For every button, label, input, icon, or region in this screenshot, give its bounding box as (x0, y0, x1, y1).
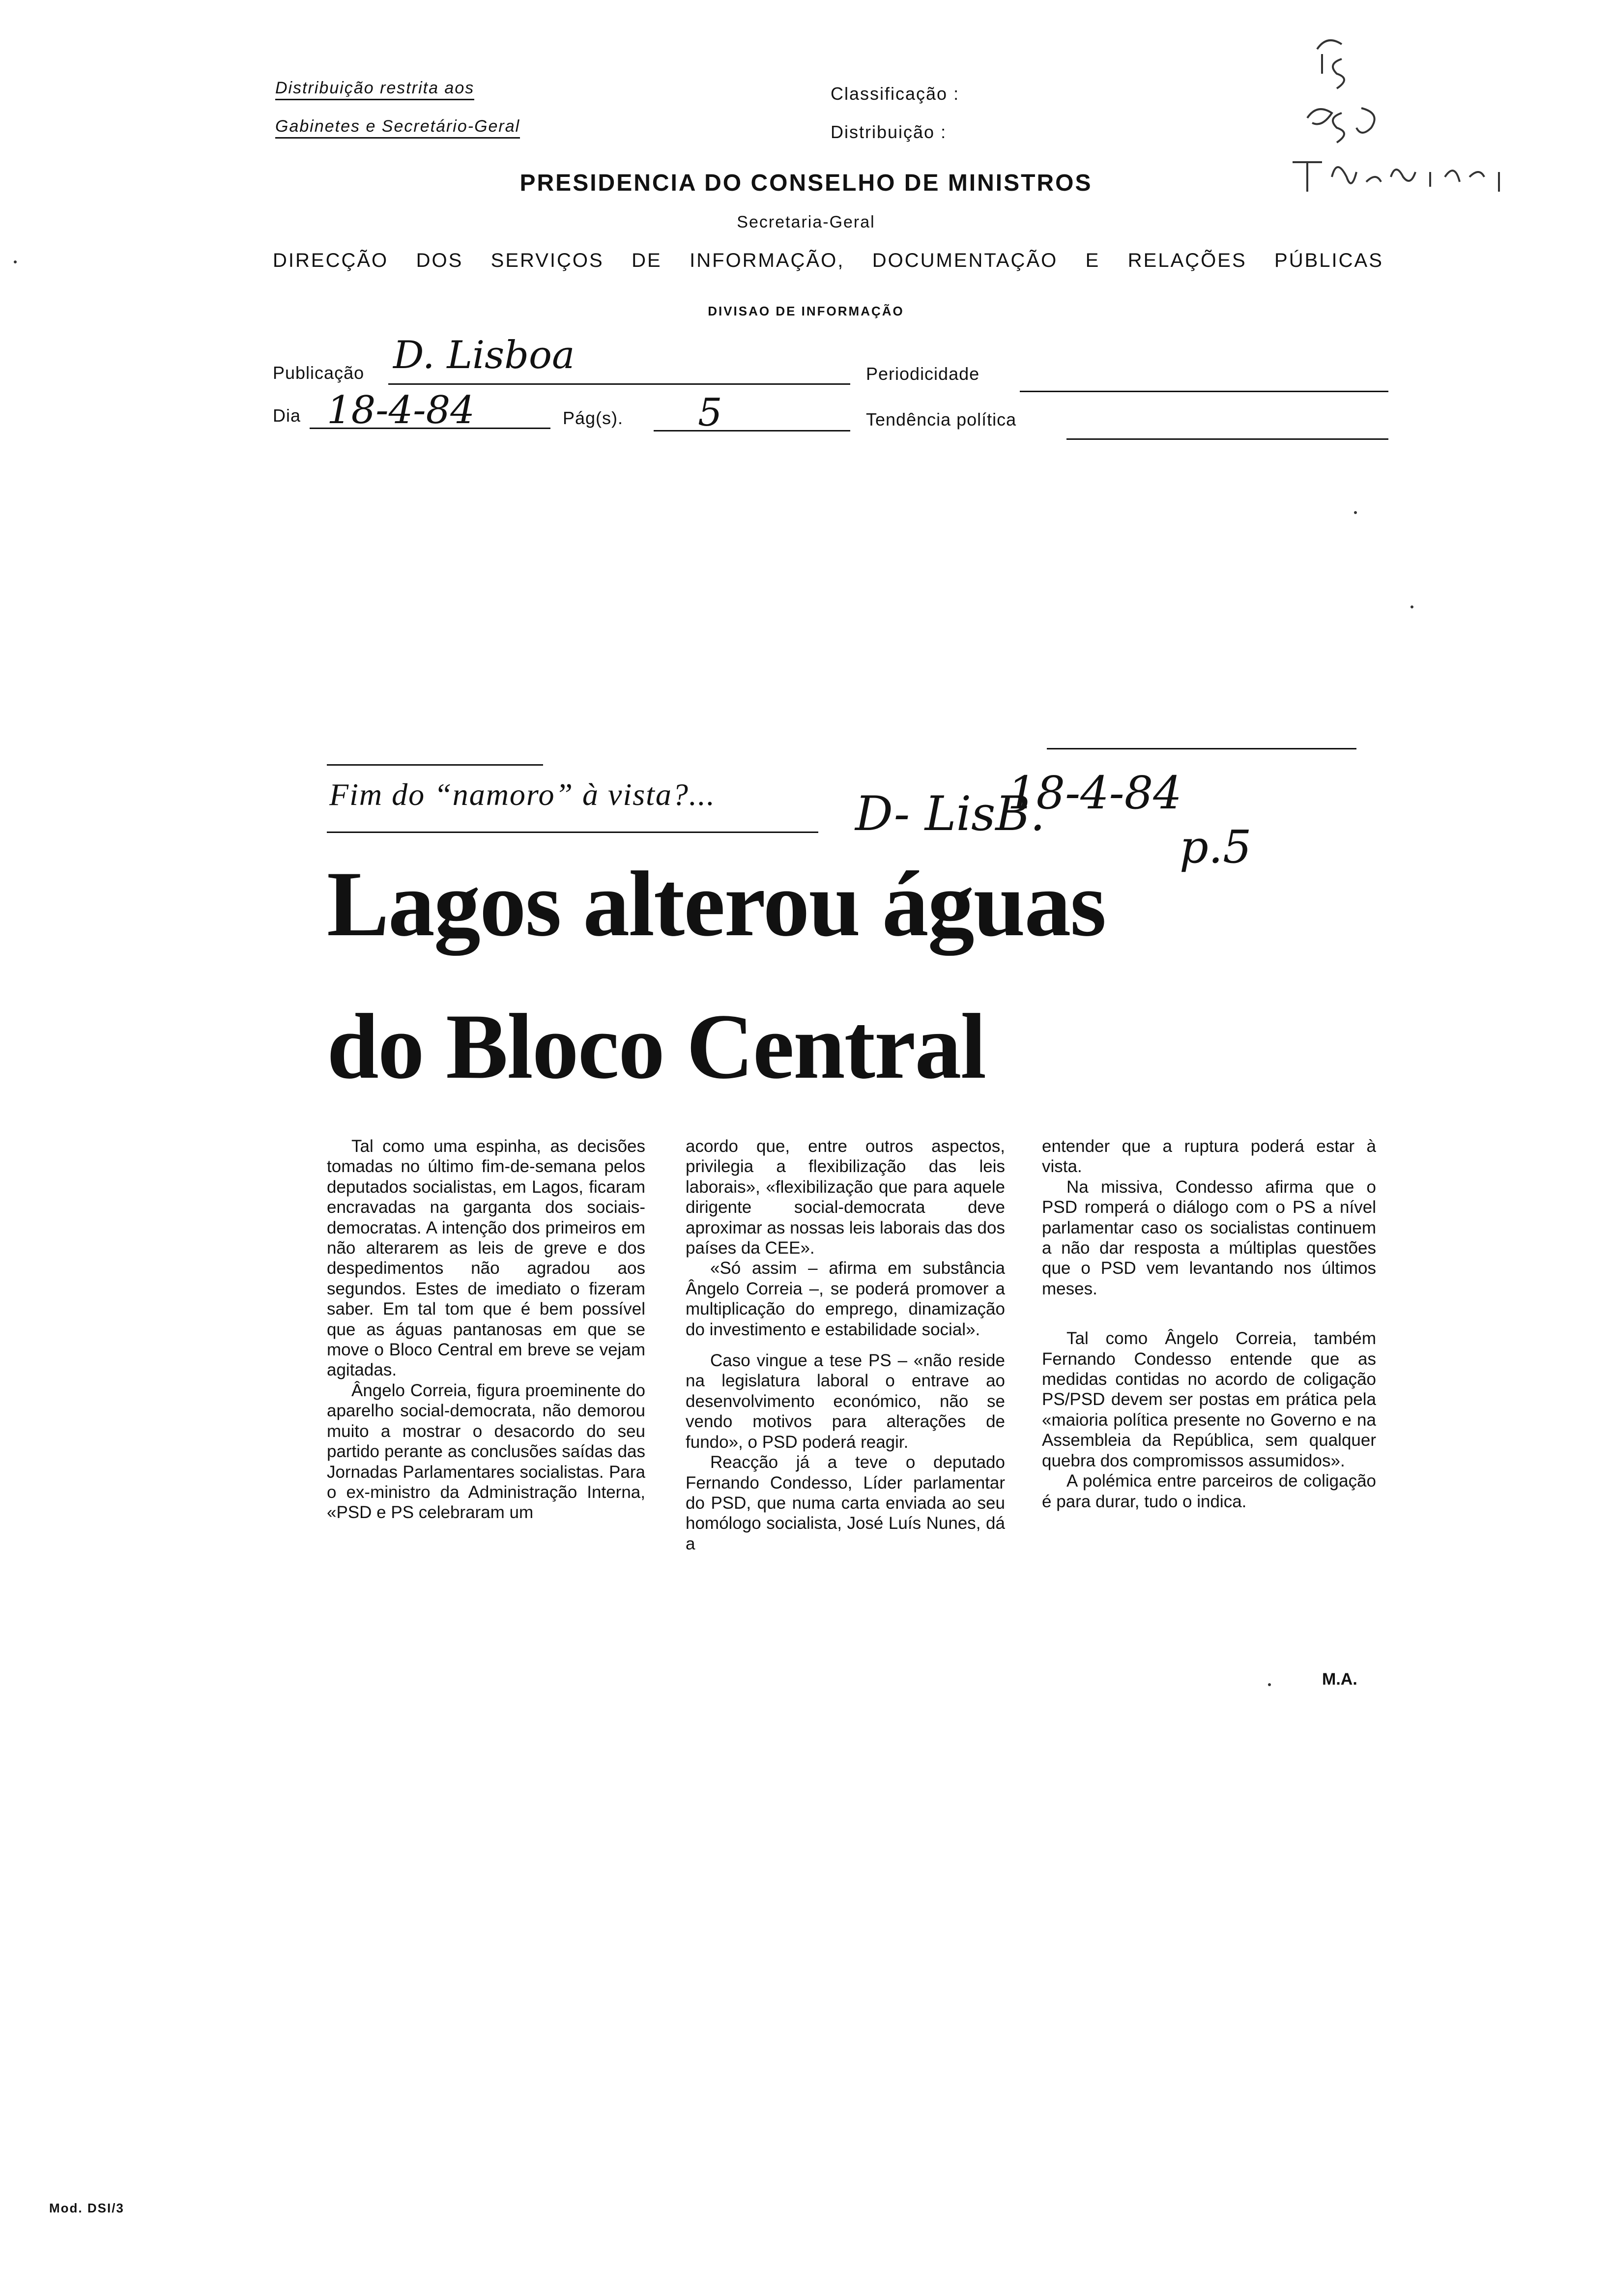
direction-word: PÚBLICAS (1274, 250, 1383, 271)
day-line (310, 428, 550, 429)
direction-word: INFORMAÇÃO, (690, 250, 845, 271)
article-rule-right (1047, 748, 1356, 749)
article-column-3 (1042, 1136, 1376, 1512)
direction-word: DOCUMENTAÇÃO (872, 250, 1058, 271)
distribution-recipients (275, 117, 520, 139)
distribution-restricted (275, 79, 474, 100)
day-label: Dia (273, 405, 301, 426)
publication-label: Publicação (273, 363, 365, 383)
col3-paragraph: Na missiva, Condesso afirma que o PSD romperá o diálogo com o PS a nível parlamentar caso os socialistas continuem a não dar resposta a múltiplas questões que o PSD vem levantando nos últimos meses. (1042, 1177, 1376, 1298)
article-column-1 (327, 1136, 645, 1523)
direction-word: DE (632, 250, 662, 271)
col1-paragraph: Tal como uma espinha, as decisões tomadas no último fim-de-semana pelos deputados socialistas, em Lagos, ficaram encravadas na garganta dos sociais-democratas. A intenção dos primeiros em não alterarem as leis de greve e dos despedimentos não agradou aos segundos. Estes de imediato o fizeram saber. Em tal tom que é bem possível que as águas pantanosas em que se move o Bloco Central em breve se vejam agitadas. (327, 1137, 645, 1380)
direction-word: RELAÇÕES (1127, 250, 1247, 271)
annotation-page: p.5 (1180, 821, 1252, 873)
headline-line-1: Lagos alterou águas (327, 853, 1106, 956)
pages-label: Pág(s). (563, 408, 624, 428)
pages-line (654, 430, 850, 431)
col2-paragraph: «Só assim – afirma em substância Ângelo Correia –, se poderá promover a multiplicação do emprego, dinamização do investimento e estabilidade social». (686, 1259, 1005, 1339)
article-rule-left (327, 764, 543, 766)
scan-speck (1354, 511, 1357, 514)
col2-paragraph: acordo que, entre outros aspectos, privilegia a flexibilização das leis laborais», «flexibilização que para aquele dirigente social-democrata deve aproximar as nossas leis laborais das dos países da CEE». (686, 1137, 1005, 1258)
col2-paragraph: Reacção já a teve o deputado Fernando Condesso, Líder parlamentar do PSD, que numa carta enviada ao seu homólogo socialista, José Luís Nunes, dá a (686, 1453, 1005, 1553)
secretariat-subtitle: Secretaria-Geral (737, 213, 875, 231)
distribution-line-1: Distribuição restrita aos (275, 79, 474, 100)
publication-line (388, 383, 850, 385)
main-title: PRESIDENCIA DO CONSELHO DE MINISTROS (519, 170, 1093, 196)
article-column-2 (686, 1136, 1005, 1554)
article-kicker: Fim do “namoro” à vista?... (329, 777, 716, 812)
distribution-line-2: Gabinetes e Secretário-Geral (275, 117, 520, 139)
article-signature: M.A. (1322, 1670, 1357, 1689)
scan-speck (1410, 605, 1413, 608)
col3-paragraph: A polémica entre parceiros de coligação é para durar, tudo o indica. (1042, 1471, 1376, 1511)
direction-word: DIRECÇÃO (273, 250, 389, 271)
distribution-label: Distribuição : (831, 122, 947, 142)
col3-paragraph: entender que a ruptura poderá estar à vista. (1042, 1137, 1376, 1177)
day-value: 18-4-84 (327, 388, 475, 432)
annotation-source: D- LisB. (855, 786, 1045, 841)
col3-paragraph: Tal como Ângelo Correia, também Fernando Condesso entende que as medidas contidas no acordo de coligação PS/PSD devem ser postas em prática pela «maioria política presente no Governo e na Assembleia da República, sem qualquer quebra dos compromissos assumidos». (1042, 1329, 1376, 1470)
tendency-label: Tendência política (866, 409, 1017, 430)
form-model-number: Mod. DSI/3 (49, 2201, 124, 2215)
kicker-underline (327, 832, 818, 833)
pages-value: 5 (698, 391, 722, 435)
headline-line-2: do Bloco Central (327, 995, 986, 1098)
col2-paragraph: Caso vingue a tese PS – «não reside na legislatura laboral o entrave ao desenvolvimento económico, não se vendo motivos para alterações de fundo», o PSD poderá reagir. (686, 1351, 1005, 1452)
division-title: DIVISAO DE INFORMAÇÃO (708, 304, 904, 318)
direction-word: E (1085, 250, 1100, 271)
publication-value: D. Lisboa (393, 333, 575, 377)
periodicity-line (1020, 391, 1388, 392)
scan-speck (14, 260, 17, 263)
direction-title (273, 250, 1383, 272)
scan-speck (1268, 1683, 1271, 1686)
periodicity-label: Periodicidade (866, 364, 980, 384)
annotation-date: 18-4-84 (1008, 767, 1182, 819)
tendency-line (1066, 438, 1388, 440)
classification-label: Classificação : (831, 84, 960, 104)
col1-paragraph: Ângelo Correia, figura proeminente do aparelho social-democrata, não demorou muito a mostrar o desacordo do seu partido perante as conclusões saídas das Jornadas Parlamentares socialistas. Para o ex-ministro da Administração Interna, «PSD e PS celebraram um (327, 1380, 645, 1522)
direction-word: SERVIÇOS (490, 250, 604, 271)
direction-word: DOS (416, 250, 463, 271)
